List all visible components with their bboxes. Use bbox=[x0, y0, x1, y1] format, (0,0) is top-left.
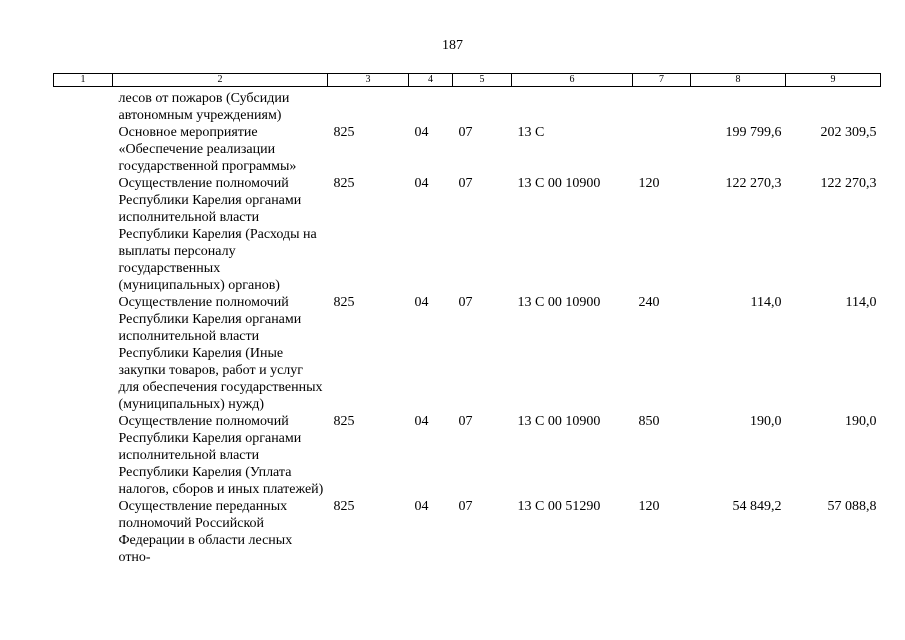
column-header: 3 bbox=[328, 74, 409, 87]
item-name: Осуществление полномочий Республики Карелия органами исполнительной власти Республики Карелия (Расходы на выплаты персоналу государственных (муниципальных) органов) bbox=[118, 176, 317, 293]
target-code: 13 С 00 10900 bbox=[517, 414, 601, 429]
amount-1: 114,0 bbox=[750, 295, 782, 310]
target-code: 13 С 00 51290 bbox=[517, 499, 601, 514]
table-row bbox=[54, 124, 881, 175]
amount-1: 190,0 bbox=[750, 414, 782, 429]
amount-1 bbox=[691, 87, 786, 125]
section-code bbox=[409, 87, 453, 125]
amount-1: 54 849,2 bbox=[732, 499, 782, 514]
budget-table bbox=[53, 73, 881, 566]
expense-type-code: 120 bbox=[638, 499, 660, 514]
subsection-code bbox=[453, 87, 512, 125]
expense-type-code: 240 bbox=[638, 295, 660, 310]
header-row bbox=[54, 74, 881, 87]
ministry-code: 825 bbox=[333, 176, 355, 191]
subsection-code: 07 bbox=[458, 414, 473, 429]
section-code: 04 bbox=[414, 125, 429, 140]
ministry-code: 825 bbox=[333, 295, 355, 310]
column-header: 4 bbox=[409, 74, 453, 87]
section-code: 04 bbox=[414, 176, 429, 191]
amount-2: 114,0 bbox=[845, 295, 877, 310]
table-row bbox=[54, 498, 881, 566]
item-name: Осуществление полномочий Республики Карелия органами исполнительной власти Республики Карелия (Иные закупки товаров, работ и услуг для обеспечения государственных (муниципальных) нужд) bbox=[118, 295, 323, 412]
ministry-code: 825 bbox=[333, 499, 355, 514]
column-header: 5 bbox=[453, 74, 512, 87]
table-row bbox=[54, 175, 881, 294]
column-header: 6 bbox=[512, 74, 633, 87]
amount-1: 122 270,3 bbox=[725, 176, 782, 191]
target-code: 13 С bbox=[517, 125, 545, 140]
subsection-code: 07 bbox=[458, 125, 473, 140]
table-row bbox=[54, 413, 881, 498]
row-number-cell bbox=[54, 413, 113, 498]
subsection-code: 07 bbox=[458, 176, 473, 191]
section-code: 04 bbox=[414, 414, 429, 429]
table-row bbox=[54, 87, 881, 125]
amount-1: 199 799,6 bbox=[725, 125, 782, 140]
section-code: 04 bbox=[414, 499, 429, 514]
expense-type-code bbox=[633, 124, 691, 175]
amount-2: 190,0 bbox=[845, 414, 877, 429]
row-number-cell bbox=[54, 175, 113, 294]
item-name: лесов от пожаров (Субсидии автономным учреждениям) bbox=[118, 91, 290, 123]
page-number: 187 bbox=[442, 38, 463, 53]
subsection-code: 07 bbox=[458, 295, 473, 310]
column-header: 1 bbox=[54, 74, 113, 87]
row-number-cell bbox=[54, 87, 113, 125]
column-header: 8 bbox=[691, 74, 786, 87]
amount-2: 122 270,3 bbox=[820, 176, 877, 191]
row-number-cell bbox=[54, 498, 113, 566]
target-code: 13 С 00 10900 bbox=[517, 176, 601, 191]
item-name: Осуществление полномочий Республики Карелия органами исполнительной власти Республики Карелия (Уплата налогов, сборов и иных платежей) bbox=[118, 414, 324, 497]
item-name: Основное мероприятие «Обеспечение реализации государственной программы» bbox=[118, 125, 297, 174]
column-header: 2 bbox=[113, 74, 328, 87]
row-number-cell bbox=[54, 294, 113, 413]
ministry-code: 825 bbox=[333, 125, 355, 140]
expense-type-code: 850 bbox=[638, 414, 660, 429]
amount-2: 202 309,5 bbox=[820, 125, 877, 140]
subsection-code: 07 bbox=[458, 499, 473, 514]
table-row bbox=[54, 294, 881, 413]
ministry-code bbox=[328, 87, 409, 125]
amount-2: 57 088,8 bbox=[827, 499, 877, 514]
expense-type-code: 120 bbox=[638, 176, 660, 191]
expense-type-code bbox=[633, 87, 691, 125]
section-code: 04 bbox=[414, 295, 429, 310]
amount-2 bbox=[786, 87, 881, 125]
target-code: 13 С 00 10900 bbox=[517, 295, 601, 310]
item-name: Осуществление переданных полномочий Российской Федерации в области лесных отно- bbox=[118, 499, 293, 565]
column-header: 7 bbox=[633, 74, 691, 87]
ministry-code: 825 bbox=[333, 414, 355, 429]
row-number-cell bbox=[54, 124, 113, 175]
target-code bbox=[512, 87, 633, 125]
column-header: 9 bbox=[786, 74, 881, 87]
